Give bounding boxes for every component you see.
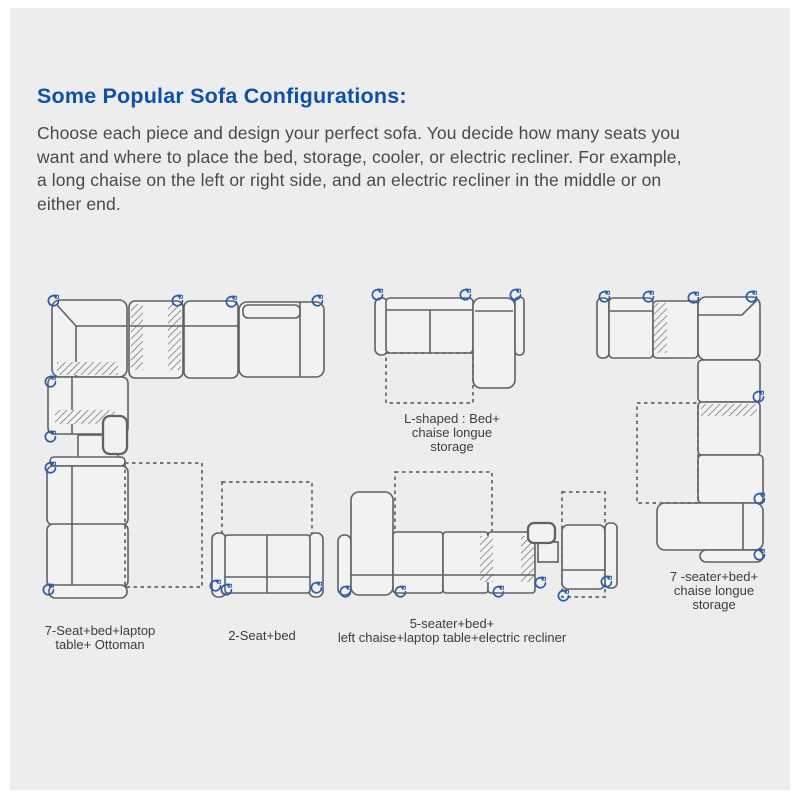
seat-piece bbox=[393, 532, 443, 593]
intro-paragraph bbox=[37, 122, 782, 216]
seat-piece bbox=[47, 524, 128, 587]
sofa-diagram-l-shaped bbox=[370, 288, 530, 408]
intro-line: Choose each piece and design your perfect sofa. You decide how many seats you bbox=[37, 123, 680, 143]
armrest bbox=[605, 523, 617, 588]
bed-outline bbox=[395, 472, 492, 533]
chaise-longue bbox=[657, 503, 763, 550]
storage-hatch bbox=[57, 362, 118, 375]
arm-bar bbox=[49, 585, 127, 598]
electric-recliner bbox=[562, 525, 605, 589]
laptop-table bbox=[103, 416, 127, 454]
diagram-label: 7 -seater+bed+ chaise longue storage bbox=[669, 569, 759, 612]
rotate-icon bbox=[535, 576, 545, 587]
back-bar bbox=[50, 457, 125, 466]
seat-piece bbox=[609, 298, 653, 358]
armrest bbox=[597, 298, 609, 358]
back-cushion bbox=[243, 305, 300, 318]
diagram-label: 2-Seat+bed bbox=[228, 628, 296, 643]
bed-outline bbox=[222, 482, 312, 537]
sofa-diagram-5-seater bbox=[335, 470, 625, 605]
diagram-label: 5-seater+bed+ left chaise+laptop table+electric recliner bbox=[337, 616, 567, 645]
console bbox=[538, 542, 558, 562]
armrest bbox=[515, 297, 524, 355]
bed-outline bbox=[637, 403, 698, 503]
seat-piece bbox=[698, 455, 763, 503]
arm-bar bbox=[700, 550, 763, 562]
sofa-topview-drawing bbox=[205, 475, 330, 605]
bed-outline bbox=[125, 463, 202, 587]
intro-line: want and where to place the bed, storage, cooler, or electric recliner. For example, bbox=[37, 146, 682, 167]
armrest bbox=[212, 533, 226, 597]
sofa-topview-drawing bbox=[370, 288, 530, 408]
seat-piece bbox=[184, 301, 238, 378]
sofa-diagram-2-seat bbox=[205, 475, 330, 605]
storage-hatch bbox=[168, 304, 181, 370]
left-chaise bbox=[351, 492, 393, 595]
diagram-label: L-shaped : Bed+ chaise longue storage bbox=[404, 411, 500, 454]
laptop-table bbox=[528, 523, 555, 543]
storage-hatch bbox=[131, 304, 143, 370]
storage-hatch bbox=[701, 404, 757, 416]
rotate-icon bbox=[558, 589, 568, 600]
intro-line: either end. bbox=[37, 193, 121, 214]
bed-outline bbox=[386, 353, 473, 403]
rotate-icon bbox=[45, 430, 55, 441]
diagram-label: 7-Seat+bed+laptop table+ Ottoman bbox=[44, 623, 156, 652]
rotate-icon bbox=[372, 288, 382, 299]
storage-hatch bbox=[654, 303, 667, 353]
page-title: Some Popular Sofa Configurations: bbox=[37, 84, 407, 108]
seat-piece bbox=[47, 466, 128, 525]
intro-line: a long chaise on the left or right side, and an electric recliner in the middle or on bbox=[37, 170, 662, 190]
sofa-topview-drawing bbox=[335, 470, 625, 605]
seat-piece bbox=[698, 360, 760, 402]
